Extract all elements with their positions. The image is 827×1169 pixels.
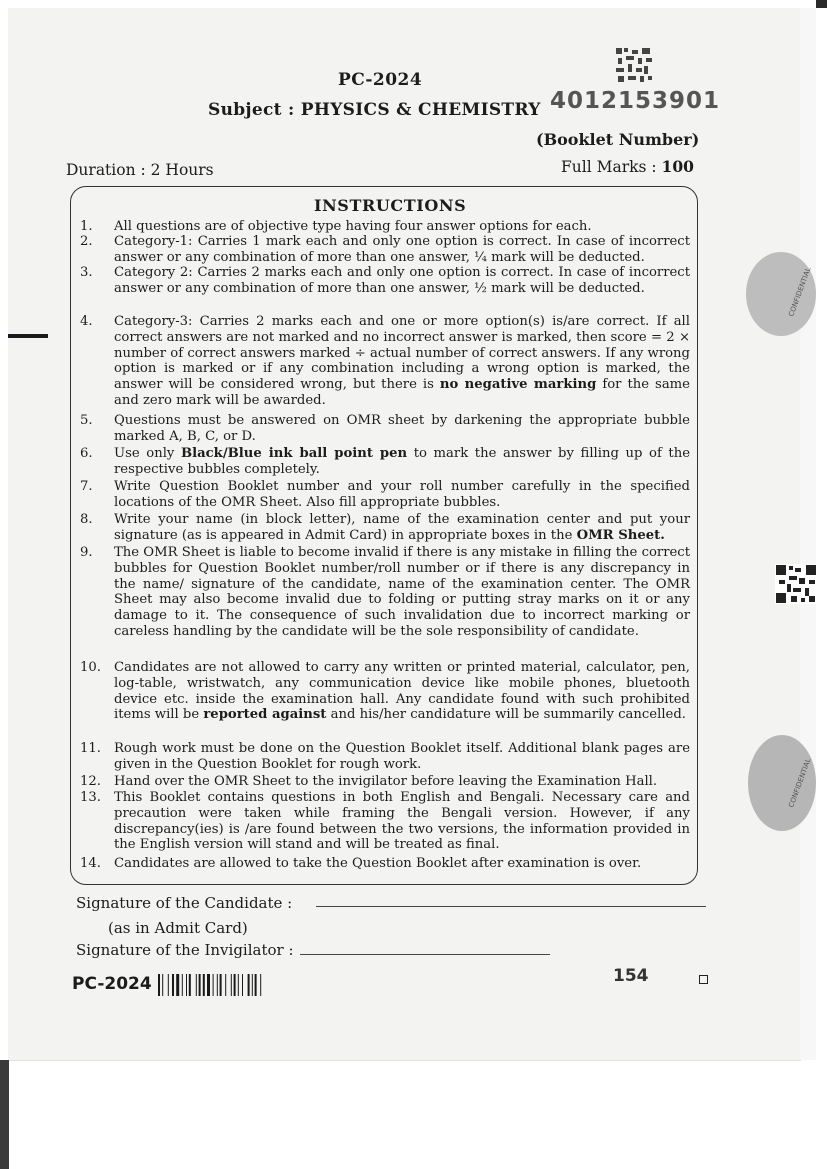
invigilator-signature-label: Signature of the Invigilator :	[76, 941, 294, 959]
item-text-part: to mark the answer by filling up of the respective bubbles completely.	[114, 446, 691, 477]
barcode-bar	[252, 974, 253, 996]
item-text: All questions are of objective type having four answer options for each.	[114, 219, 592, 234]
item-number: 2.	[80, 234, 93, 249]
item-text	[114, 512, 690, 544]
item-text: Rough work must be done on the Question Booklet itself. Additional blank pages are given in the Question Booklet for rough work.	[114, 741, 690, 772]
item-number: 7.	[80, 479, 93, 494]
footer-exam-code: PC-2024	[72, 974, 152, 994]
item-number: 13.	[80, 790, 101, 805]
exam-code: PC-2024	[338, 70, 423, 90]
item-number: 3.	[80, 265, 93, 280]
barcode-bar	[162, 974, 163, 996]
item-text	[114, 446, 690, 478]
item-text: The OMR Sheet is liable to become invalid if there is any mistake in filling the correct bubbles for Question Booklet number/roll number or if there is any discrepancy in the name/ signature of the candidate, name of the examination center. The OMR Sheet may also become invalid due to folding or putting stray marks on it or any damage to it. The consequence of such invalidation due to incorrect marking or careless handling by the candidate will be the sole responsibility of candidate.	[114, 545, 690, 639]
qr-code-icon	[775, 564, 817, 604]
item-number: 12.	[80, 774, 101, 789]
barcode-bar	[260, 974, 261, 996]
full-marks-value: 100	[661, 157, 694, 176]
item-text	[114, 314, 690, 409]
seal-text: CONFIDENTIAL	[787, 757, 813, 809]
item-text: Candidates are allowed to take the Question Booklet after examination is over.	[114, 856, 642, 871]
item-text: Questions must be answered on OMR sheet by darkening the appropriate bubble marked A, B, C, or D.	[114, 413, 690, 444]
barcode-bar	[217, 974, 218, 996]
barcode-bar	[242, 974, 243, 996]
barcode-bar	[189, 974, 191, 996]
scan-edge	[0, 1060, 9, 1169]
barcode-bar	[168, 974, 169, 996]
barcode-bar	[225, 974, 226, 996]
item-text: Category 2: Carries 2 marks each and only one option is correct. In case of incorrect answer or any combination of more than one answer, ½ mark will be deducted.	[114, 265, 690, 296]
scan-edge-corner	[816, 0, 827, 8]
item-text-part: Use only	[114, 446, 181, 461]
candidate-signature-label: Signature of the Candidate :	[76, 894, 293, 912]
item-number: 9.	[80, 545, 93, 560]
barcode-bar	[186, 974, 187, 996]
item-text: Hand over the OMR Sheet to the invigilator before leaving the Examination Hall.	[114, 774, 658, 789]
item-text: Write Question Booklet number and your roll number carefully in the specified locations of the OMR Sheet. Also fill appropriate bubbles.	[114, 479, 690, 510]
confidential-seal-image	[748, 735, 816, 831]
barcode-bar	[182, 974, 183, 996]
full-marks-label: Full Marks :	[561, 158, 662, 176]
booklet-number-label: (Booklet Number)	[536, 130, 700, 149]
barcode-bar	[255, 974, 257, 996]
seal-text: CONFIDENTIAL	[787, 266, 813, 318]
item-number: 1.	[80, 219, 93, 234]
item-number: 4.	[80, 314, 93, 329]
item-text-bold: reported against	[203, 707, 327, 723]
subject-title: Subject : PHYSICS & CHEMISTRY	[208, 100, 541, 120]
item-text-part: and his/her candidature will be summarily cancelled.	[326, 707, 686, 723]
duration: Duration : 2 Hours	[66, 161, 214, 179]
fold-mark	[8, 334, 48, 338]
instructions-title: INSTRUCTIONS	[314, 196, 467, 215]
item-text-part: Category-3: Carries 2 marks each and one or more option(s) is/are correct. If all correct answers are not marked and no incorrect answer is marked, then score = 2 × number of correct answers marked ÷ actual number of correct answers. If any wrong option is marked or if any combination including a wrong option is marked, the answer will be considered wrong, but there is	[114, 314, 690, 393]
item-number: 14.	[80, 856, 101, 871]
candidate-signature-line	[316, 906, 706, 907]
page-number: 154	[613, 966, 649, 986]
full-marks	[561, 157, 694, 176]
item-text-part: for the same and zero mark will be awarded.	[114, 377, 690, 408]
item-number: 6.	[80, 446, 93, 461]
item-text: Category-1: Carries 1 mark each and only one option is correct. In case of incorrect answer or any combination of more than one answer, ¼ mark will be deducted.	[114, 234, 690, 265]
item-text: This Booklet contains questions in both English and Bengali. Necessary care and precaution were taken while framing the Bengali version. However, if any discrepancy(ies) is /are found between the two versions, the information provided in the English version will stand and will be treated as final.	[114, 790, 690, 853]
barcode-bar	[207, 974, 210, 996]
barcode-bar	[172, 974, 174, 996]
item-text-part: Candidates are not allowed to carry any written or printed material, calculator, pen, log-table, wristwatch, any communication device like mobile phones, bluetooth device etc. inside the examination hall. Any candidate found with such prohibited items will be	[114, 660, 690, 723]
barcode-bar	[158, 974, 160, 996]
item-number: 8.	[80, 512, 93, 527]
barcode-bar	[196, 974, 197, 996]
barcode-bar	[199, 974, 201, 996]
barcode-bar	[234, 974, 236, 996]
barcode-icon	[158, 974, 302, 996]
barcode-bar	[248, 974, 250, 996]
barcode-bar	[213, 974, 214, 996]
admit-card-note: (as in Admit Card)	[108, 919, 248, 937]
item-number: 11.	[80, 741, 101, 756]
item-text-part: Write your name (in block letter), name of the examination center and put your signature (as is appeared in Admit Card) in appropriate boxes in the	[114, 512, 690, 543]
barcode-bar	[238, 974, 239, 996]
registration-mark	[699, 975, 708, 984]
item-number: 5.	[80, 413, 93, 428]
scan-margin	[800, 8, 816, 1060]
item-number: 10.	[80, 660, 101, 675]
barcode-bar	[203, 974, 205, 996]
booklet-number: 4012153901	[550, 88, 721, 114]
item-text	[114, 660, 690, 723]
item-text-bold: no negative marking	[439, 377, 597, 393]
item-text-bold: Black/Blue ink ball point pen	[180, 446, 408, 461]
confidential-seal-image	[746, 252, 816, 336]
invigilator-signature-line	[300, 954, 550, 955]
item-text-bold: OMR Sheet.	[576, 527, 665, 543]
barcode-bar	[231, 974, 232, 996]
barcode-bar	[220, 974, 222, 996]
barcode-bar	[176, 974, 179, 996]
qr-code-icon	[614, 46, 654, 84]
